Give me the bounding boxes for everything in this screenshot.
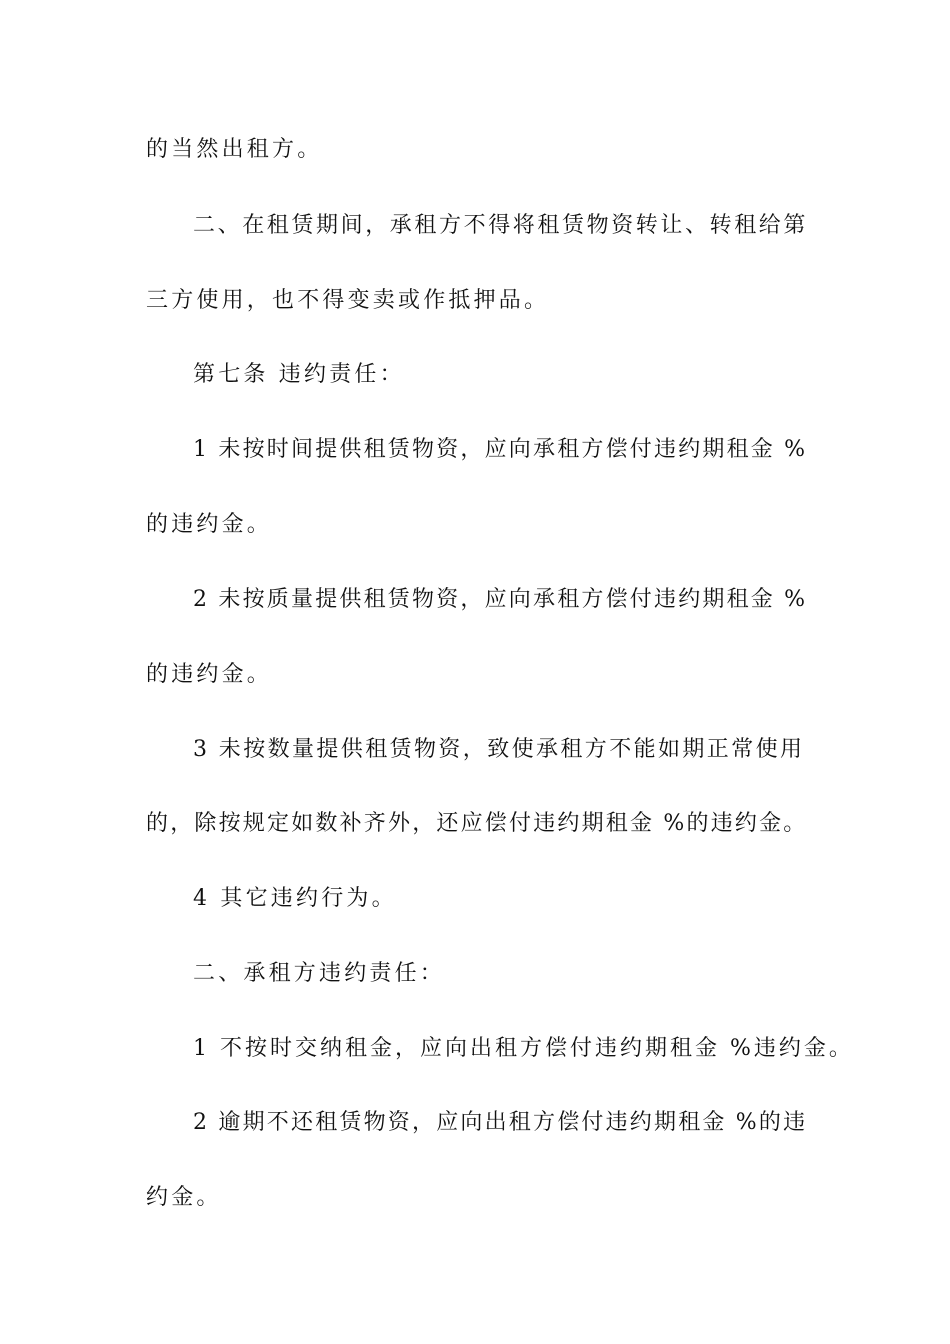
paragraph-line: 约金。 <box>146 1185 222 1210</box>
section-heading: 二、承租方违约责任： <box>193 961 446 986</box>
paragraph-line: 的违约金。 <box>146 512 273 537</box>
section-heading: 第七条 违约责任： <box>193 362 405 387</box>
paragraph-line: 1 未按时间提供租赁物资，应向承租方偿付违约期租金 % <box>193 437 808 462</box>
paragraph-line: 的违约金。 <box>146 662 273 687</box>
paragraph-line: 的当然出租方。 <box>146 137 323 162</box>
paragraph-line: 2 未按质量提供租赁物资，应向承租方偿付违约期租金 % <box>193 587 808 612</box>
paragraph-line: 3 未按数量提供租赁物资，致使承租方不能如期正常使用 <box>193 737 805 762</box>
paragraph-line: 1 不按时交纳租金，应向出租方偿付违约期租金 %违约金。 <box>193 1036 854 1061</box>
paragraph-line: 二、在租赁期间，承租方不得将租赁物资转让、转租给第 <box>193 213 809 238</box>
paragraph-line: 4 其它违约行为。 <box>193 886 397 911</box>
paragraph-line: 的，除按规定如数补齐外，还应偿付违约期租金 %的违约金。 <box>146 811 808 836</box>
paragraph-line: 三方使用，也不得变卖或作抵押品。 <box>146 288 550 313</box>
paragraph-line: 2 逾期不还租赁物资，应向出租方偿付违约期租金 %的违 <box>193 1110 808 1135</box>
